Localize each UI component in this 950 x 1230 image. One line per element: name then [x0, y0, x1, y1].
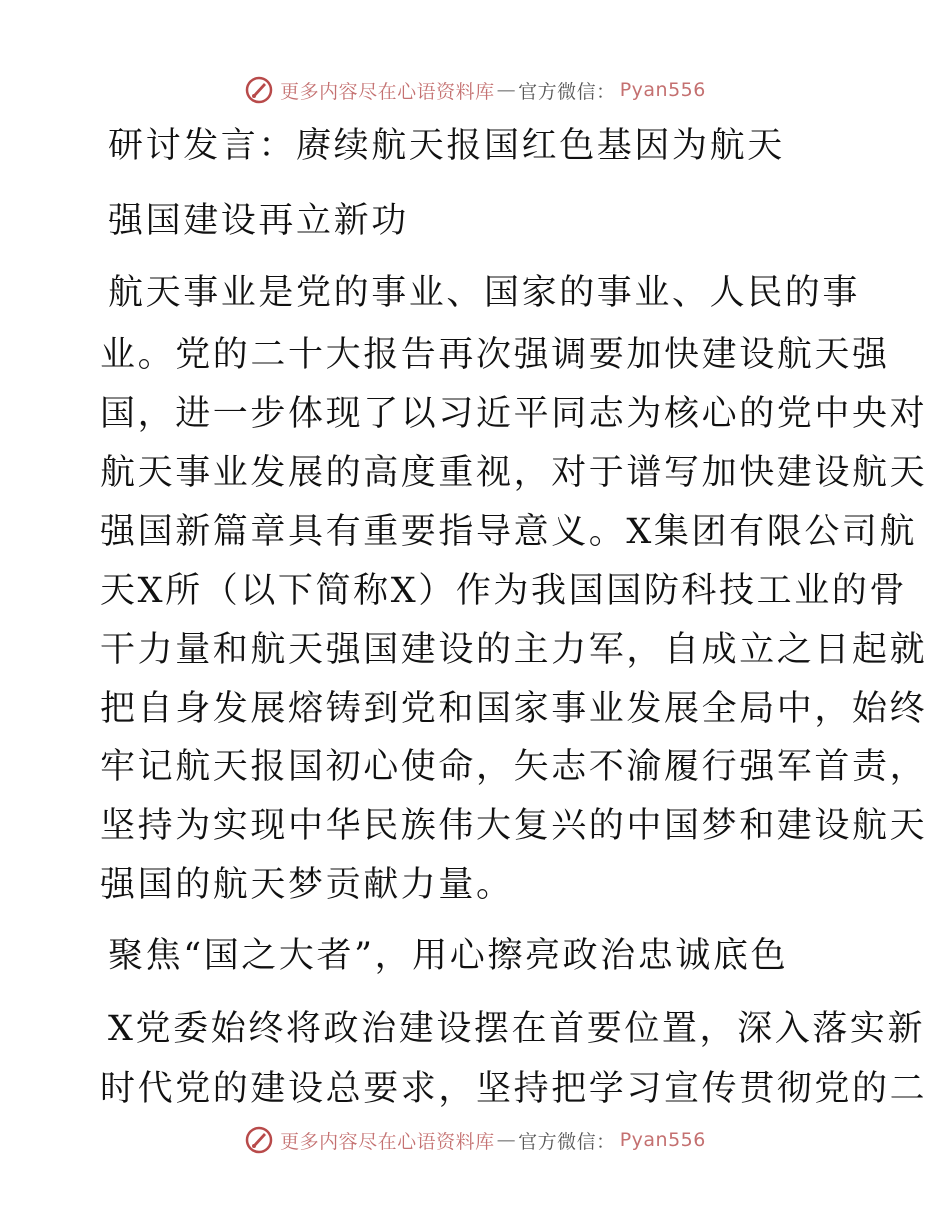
watermark-main-text: 更多内容尽在心语资料库 — [280, 80, 495, 103]
header-watermark — [0, 70, 950, 110]
paragraph1-line: 强国新篇章具有重要指导意义。X集团有限公司航 — [100, 512, 918, 552]
watermark-logo-icon — [244, 75, 274, 105]
paragraph2-line: 时代党的建设总要求，坚持把学习宣传贯彻党的二 — [100, 1069, 928, 1109]
footer-watermark — [0, 1120, 950, 1160]
watermark-wechat-id: Pyan556 — [619, 79, 706, 101]
paragraph1-line: 业。党的二十大报告再次强调要加快建设航天强 — [100, 335, 890, 375]
watermark-separator: — — [496, 1129, 517, 1151]
title-line-1: 研讨发言：赓续航天报国红色基因为航天 — [108, 126, 785, 166]
paragraph1-line: 干力量和航天强国建设的主力军，自成立之日起就 — [100, 630, 928, 670]
section-heading: 聚焦“国之大者”，用心擦亮政治忠诚底色 — [108, 936, 789, 976]
paragraph1-line: 航天事业是党的事业、国家的事业、人民的事 — [108, 273, 861, 313]
paragraph1-line: 坚持为实现中华民族伟大复兴的中国梦和建设航天 — [100, 806, 928, 846]
paragraph1-line: 航天事业发展的高度重视，对于谱写加快建设航天 — [100, 453, 928, 493]
paragraph1-line: 国，进一步体现了以习近平同志为核心的党中央对 — [100, 394, 928, 434]
watermark-wechat-label: 官方微信： — [518, 1130, 616, 1153]
watermark-separator: — — [496, 79, 517, 101]
paragraph1-line: 牢记航天报国初心使命，矢志不渝履行强军首责， — [100, 747, 928, 787]
watermark-wechat-label: 官方微信： — [518, 80, 616, 103]
watermark-logo-icon — [244, 1125, 274, 1155]
title-line-2: 强国建设再立新功 — [108, 201, 409, 241]
paragraph1-line: 强国的航天梦贡献力量。 — [100, 865, 514, 905]
watermark-wechat-id: Pyan556 — [619, 1129, 706, 1151]
watermark-main-text: 更多内容尽在心语资料库 — [280, 1130, 495, 1153]
paragraph2-line: X党委始终将政治建设摆在首要位置，深入落实新 — [108, 1009, 926, 1049]
paragraph1-line: 把自身发展熔铸到党和国家事业发展全局中，始终 — [100, 689, 928, 729]
paragraph1-line: 天X所（以下简称X）作为我国国防科技工业的骨 — [100, 571, 908, 611]
